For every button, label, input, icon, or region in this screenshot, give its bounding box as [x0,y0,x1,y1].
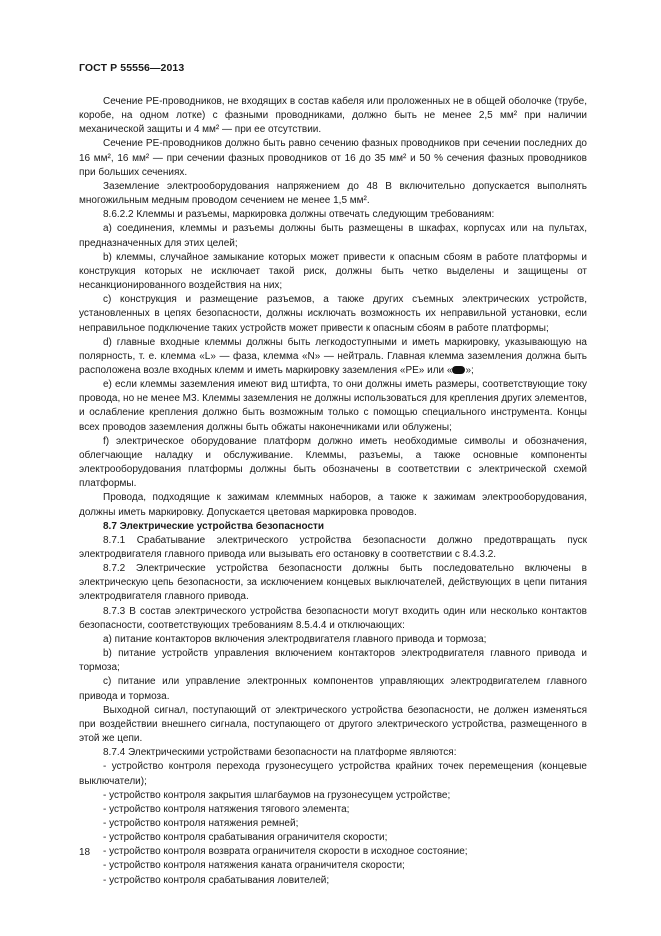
list-item: - устройство контроля натяжения каната ограничителя скорости; [103,860,405,872]
paragraph: 8.7.2 Электрические устройства безопасности должны быть последовательно включены в электрическую цепь безопасности, за исключением концевых выключателей, действующих в цепи питания электродвигателя главного привода. [79,563,587,603]
list-item: - устройство контроля натяжения ремней; [103,817,299,829]
page-number: 18 [79,847,91,858]
paragraph: 8.7.4 Электрическими устройствами безопасности на платформе являются: [103,747,457,759]
list-item: a) питание контакторов включения электродвигателя главного привода и тормоза; [103,633,487,645]
ground-suffix: »; [465,364,474,376]
list-item: - устройство контроля закрытия шлагбаумов на грузонесущем устройстве; [103,789,451,801]
list-item: c) конструкция и размещение разъемов, а также других съемных электрических устройств, установленных в цепях безопасности, должны исключать возможность их неправильной установки, если неправильное подключение таких устройств может привести к опасным сбоям в работе платформы; [79,294,587,334]
list-item: b) клеммы, случайное замыкание которых может привести к опасным сбоям в работе платформы и конструкция которых не исключает такой риск, должны быть четко выделены и защищены от несанкционированного воздействия на них; [79,251,587,292]
list-item: e) если клеммы заземления имеют вид штифта, то они должны иметь размеры, соответствующие току провода, но не менее М3. Клеммы заземления не должны использоваться для крепления других элементов, и ослабление крепления должно быть возможным только с помощью специального инструмента. Концы всех проводов заземления должны быть обжаты наконечниками или облужены; [79,379,587,433]
list-item: - устройство контроля возврата ограничителя скорости в исходное состояние; [103,846,468,858]
list-item: a) соединения, клеммы и разъемы должны быть размещены в шкафах, корпусах или на пультах, предназначенных для этих целей; [79,223,587,249]
document-body [79,95,587,888]
list-item: - устройство контроля перехода грузонесущего устройства крайних точек перемещения (концевые выключатели); [79,761,587,787]
paragraph: 8.7.3 В состав электрического устройства безопасности могут входить один или несколько контактов безопасности, соответствующих требованиям 8.5.4.4 и отключающих: [79,605,587,631]
paragraph: 8.7.1 Срабатывание электрического устройства безопасности должно предотвращать пуск электродвигателя главного привода или вызывать его остановку в соответствии с 8.4.3.2. [79,534,587,560]
paragraph: Сечение PE-проводников должно быть равно сечению фазных проводников при сечении последних до 16 мм², 16 мм² — при сечении фазных проводников от 16 до 35 мм² и 50 % сечения фазных проводников при больших сечениях. [79,138,587,178]
paragraph: Провода, подходящие к зажимам клеммных наборов, а также к зажимам электрооборудования, должны иметь маркировку. Допускается цветовая маркировка проводов. [79,492,587,518]
ground-icon: ⏚ [452,366,465,374]
list-item: - устройство контроля срабатывания ограничителя скорости; [103,832,388,844]
paragraph: 8.6.2.2 Клеммы и разъемы, маркировка должны отвечать следующим требованиям: [103,209,495,221]
list-item: - устройство контроля срабатывания ловителей; [103,874,330,886]
section-heading: 8.7 Электрические устройства безопасности [103,520,325,532]
document-header: ГОСТ Р 55556—2013 [79,62,185,74]
paragraph: Сечение PE-проводников, не входящих в состав кабеля или проложенных не в общей оболочке (трубе, коробе, на одном лотке) с фазными проводниками, должно быть не менее 2,5 мм² при наличии механической защиты и 4 мм² — при ее отсутствии. [79,96,587,136]
list-item: c) питание или управление электронных компонентов управляющих электродвигателем главного привода и тормоза. [79,676,587,702]
list-item-d-text: d) главные входные клеммы должны быть легкодоступными и иметь маркировку, указывающую на полярность, т. е. клемма «L» — фаза, клемма «N» — нейтраль. Главная клемма заземления должна быть расположена возле входных клемм и иметь маркировку заземления «PE» или « [79,336,587,376]
paragraph: Заземление электрооборудования напряжением до 48 В включительно допускается выполнять многожильным медным проводом сечением не менее 1,5 мм². [79,180,587,207]
list-item: b) питание устройств управления включением контакторов электродвигателя главного привода и тормоза; [79,648,587,674]
paragraph: Выходной сигнал, поступающий от электрического устройства безопасности, не должен изменяться при воздействии внешнего сигнала, поступающего от другого электрического устройства, размещенного в этой же цепи. [79,704,587,745]
list-item: - устройство контроля натяжения тягового элемента; [103,803,350,815]
list-item-d [79,336,587,378]
list-item: f) электрическое оборудование платформ должно иметь необходимые символы и обозначения, облегчающие наладку и обслуживание. Клеммы, разъемы, а также основные компоненты электрооборудования платформы должны быть обозначены в соответствии с электрической схемой платформы. [79,435,587,490]
